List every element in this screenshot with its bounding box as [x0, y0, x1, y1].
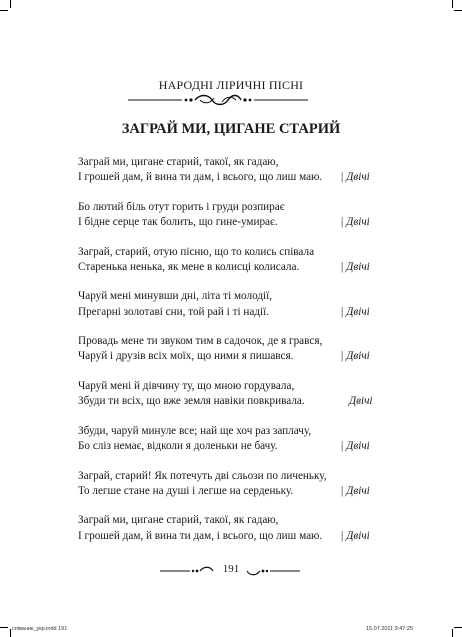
timestamp: 15.07.2011 9:47:25 [366, 626, 413, 632]
stanza [78, 200, 398, 230]
repeat-marker [341, 484, 370, 499]
repeat-label: Двічі [346, 260, 370, 273]
lyric-line: І бідне серце так болить, що гине-умирає. [78, 216, 278, 228]
lyric-line: Заграй, старий, отую пісню, що то колись співала [78, 245, 315, 258]
bracket-bar: | [341, 171, 344, 184]
repeat-label: Двічі [346, 305, 370, 318]
repeat-label: Двічі [346, 171, 370, 184]
bracket-bar: | [341, 305, 344, 318]
stanza [78, 379, 398, 409]
file-info: співаник_укр.indd 191 [12, 626, 68, 632]
lyric-line: Чаруй мені й дівчину ту, що мною гордувала, [78, 379, 295, 392]
page-number: 191 [222, 563, 240, 575]
stanza [78, 289, 398, 319]
stanza [78, 155, 398, 185]
repeat-marker [341, 305, 370, 320]
lyric-line: Збуди ти всіх, що вже земля навіки повкривала. [78, 395, 305, 408]
stanza [78, 424, 398, 454]
repeat-label: Двічі [349, 395, 373, 408]
bracket-bar: | [341, 350, 344, 363]
repeat-label: Двічі [346, 439, 370, 452]
crop-mark [10, 629, 11, 637]
repeat-marker [341, 349, 370, 364]
bracket-bar: | [341, 439, 344, 452]
lyric-line: Провадь мене ти звуком тим в садочок, де я грався, [78, 335, 323, 348]
stanza [78, 245, 398, 275]
section-title: НАРОДНІ ЛІРИЧНІ ПІСНІ [158, 78, 304, 92]
lyric-line: Заграй, старий! Як потечуть дві сльози по личеньку, [78, 469, 327, 482]
crop-mark [452, 0, 453, 8]
repeat-label: Двічі [346, 350, 370, 363]
repeat-label: Двічі [346, 216, 370, 228]
lyric-line: Заграй ми, цигане старий, такої, як гадаю, [78, 156, 279, 168]
crop-mark [454, 627, 462, 628]
lyric-line: Чаруй мені минувши дні, літа ті молодії, [78, 290, 273, 303]
lyric-line: Старенька ненька, як мене в колисці колисала. [78, 260, 300, 273]
lyric-line: Заграй ми, цигане старий, такої, як гадаю, [78, 514, 279, 527]
repeat-label: Двічі [346, 484, 370, 497]
song-title: ЗАГРАЙ МИ, ЦИГАНЕ СТАРИЙ [121, 121, 341, 137]
lyrics-body [78, 155, 398, 558]
repeat-marker [349, 394, 373, 409]
repeat-marker [341, 439, 370, 454]
repeat-label: Двічі [346, 529, 370, 542]
lyric-line: То легше стане на душі і легше на серденьку. [78, 484, 294, 497]
repeat-marker [341, 215, 370, 230]
bracket-bar: | [341, 484, 344, 497]
lyric-line: І грошей дам, й вина ти дам, і всього, що лиш маю. [78, 529, 323, 542]
stanza [78, 513, 398, 543]
stanza [78, 334, 398, 364]
header-ornament-icon [128, 92, 308, 108]
lyric-line: Прегарні золотаві сни, той рай і ті надії. [78, 305, 270, 318]
repeat-marker [341, 260, 370, 275]
lyric-line: І грошей дам, й вина ти дам, і всього, що лиш маю. [78, 171, 323, 184]
stanza [78, 469, 398, 499]
lyric-line: Збуди, чаруй минуле все; най ще хоч раз заплачу, [78, 424, 312, 437]
crop-mark [454, 10, 462, 11]
crop-mark [0, 627, 8, 628]
crop-mark [10, 0, 11, 8]
lyric-line: Бо сліз немає, відколи я доленьки не бачу. [78, 439, 278, 452]
repeat-marker [341, 529, 370, 544]
crop-mark [0, 10, 8, 11]
repeat-marker [341, 170, 370, 185]
bracket-bar: | [341, 529, 344, 542]
lyric-line: Чаруй і друзів всіх моїх, що ними я пишався. [78, 350, 294, 363]
lyric-line: Бо лютий біль отут горить і груди розпирає [78, 200, 285, 213]
crop-mark [452, 629, 453, 637]
bracket-bar: | [341, 260, 344, 273]
bracket-bar: | [341, 216, 344, 228]
